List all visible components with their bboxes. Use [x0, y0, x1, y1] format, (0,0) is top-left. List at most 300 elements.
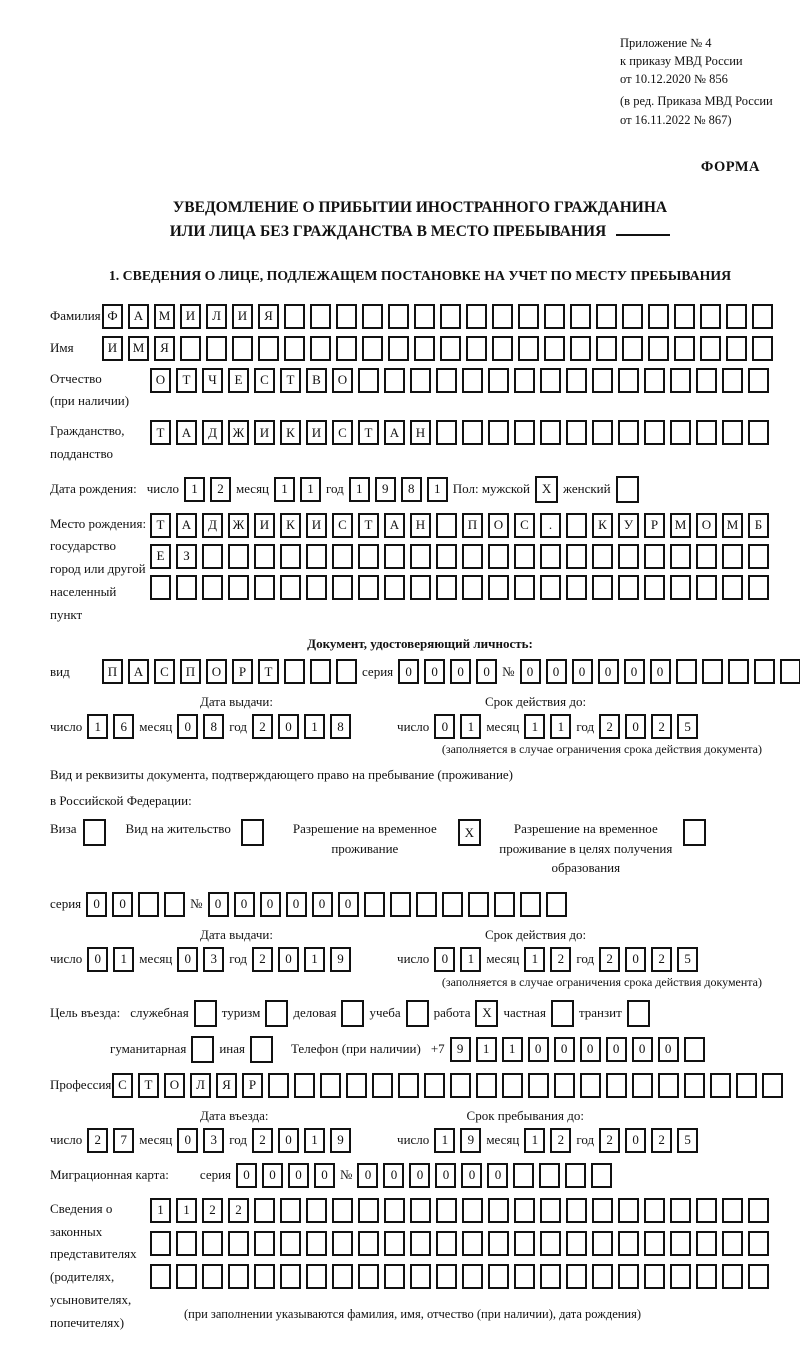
- form-cell[interactable]: [670, 1264, 691, 1289]
- form-cell[interactable]: [202, 1264, 223, 1289]
- form-cell[interactable]: 2: [252, 714, 273, 739]
- form-cell[interactable]: [436, 420, 457, 445]
- form-cell[interactable]: 0: [87, 947, 108, 972]
- form-cell[interactable]: [644, 1198, 665, 1223]
- form-cell[interactable]: [468, 892, 489, 917]
- form-cell[interactable]: [284, 336, 305, 361]
- form-cell[interactable]: Е: [228, 368, 249, 393]
- form-cell[interactable]: [748, 420, 769, 445]
- form-cell[interactable]: Б: [748, 513, 769, 538]
- form-cell[interactable]: 1: [304, 1128, 325, 1153]
- form-cell[interactable]: И: [306, 420, 327, 445]
- form-cell[interactable]: 2: [550, 1128, 571, 1153]
- form-cell[interactable]: 0: [260, 892, 281, 917]
- form-cell[interactable]: Т: [138, 1073, 159, 1098]
- form-cell[interactable]: 0: [546, 659, 567, 684]
- form-cell[interactable]: [280, 1264, 301, 1289]
- form-cell[interactable]: [622, 304, 643, 329]
- form-cell[interactable]: [540, 1198, 561, 1223]
- form-cell[interactable]: 2: [202, 1198, 223, 1223]
- form-cell[interactable]: [622, 336, 643, 361]
- form-cell[interactable]: Д: [202, 420, 223, 445]
- form-cell[interactable]: 5: [677, 1128, 698, 1153]
- form-cell[interactable]: Р: [232, 659, 253, 684]
- form-cell[interactable]: 8: [330, 714, 351, 739]
- form-cell[interactable]: 0: [580, 1037, 601, 1062]
- form-cell[interactable]: [358, 1198, 379, 1223]
- form-cell[interactable]: [466, 304, 487, 329]
- form-cell[interactable]: [254, 1264, 275, 1289]
- form-cell[interactable]: [466, 336, 487, 361]
- form-cell[interactable]: 3: [203, 947, 224, 972]
- form-cell[interactable]: [722, 1231, 743, 1256]
- form-cell[interactable]: [336, 304, 357, 329]
- form-cell[interactable]: [670, 1231, 691, 1256]
- form-cell[interactable]: [206, 336, 227, 361]
- form-cell[interactable]: [384, 544, 405, 569]
- form-cell[interactable]: А: [384, 513, 405, 538]
- form-cell[interactable]: 0: [658, 1037, 679, 1062]
- form-cell[interactable]: 5: [677, 714, 698, 739]
- form-cell[interactable]: Ж: [228, 420, 249, 445]
- form-cell[interactable]: [565, 1163, 586, 1188]
- form-cell[interactable]: [674, 336, 695, 361]
- form-cell[interactable]: 1: [460, 947, 481, 972]
- form-cell[interactable]: 0: [236, 1163, 257, 1188]
- form-cell[interactable]: 1: [176, 1198, 197, 1223]
- form-cell[interactable]: 2: [651, 947, 672, 972]
- form-cell[interactable]: [592, 368, 613, 393]
- form-cell[interactable]: [670, 420, 691, 445]
- form-cell[interactable]: 0: [409, 1163, 430, 1188]
- form-cell[interactable]: [332, 1198, 353, 1223]
- form-cell[interactable]: [384, 1198, 405, 1223]
- form-cell[interactable]: [254, 544, 275, 569]
- form-cell[interactable]: 0: [177, 714, 198, 739]
- form-cell[interactable]: 1: [460, 714, 481, 739]
- form-cell[interactable]: [748, 1198, 769, 1223]
- form-cell[interactable]: [488, 544, 509, 569]
- form-cell[interactable]: 9: [330, 1128, 351, 1153]
- form-cell[interactable]: Т: [280, 368, 301, 393]
- form-cell[interactable]: [442, 892, 463, 917]
- form-cell[interactable]: [726, 336, 747, 361]
- form-cell[interactable]: [450, 1073, 471, 1098]
- form-cell[interactable]: Р: [242, 1073, 263, 1098]
- form-cell[interactable]: Я: [216, 1073, 237, 1098]
- form-cell[interactable]: [284, 659, 305, 684]
- form-cell[interactable]: [754, 659, 775, 684]
- form-cell[interactable]: [752, 336, 773, 361]
- form-cell[interactable]: Т: [358, 420, 379, 445]
- form-cell[interactable]: 0: [606, 1037, 627, 1062]
- form-cell[interactable]: [390, 892, 411, 917]
- form-cell[interactable]: С: [332, 420, 353, 445]
- form-cell[interactable]: [364, 892, 385, 917]
- purpose-work-checkbox[interactable]: X: [475, 1000, 498, 1027]
- form-cell[interactable]: 5: [677, 947, 698, 972]
- form-cell[interactable]: [462, 420, 483, 445]
- form-cell[interactable]: [488, 368, 509, 393]
- form-cell[interactable]: [592, 1198, 613, 1223]
- form-cell[interactable]: С: [254, 368, 275, 393]
- form-cell[interactable]: 0: [572, 659, 593, 684]
- form-cell[interactable]: [336, 659, 357, 684]
- form-cell[interactable]: [566, 513, 587, 538]
- form-cell[interactable]: [696, 368, 717, 393]
- form-cell[interactable]: М: [154, 304, 175, 329]
- form-cell[interactable]: С: [154, 659, 175, 684]
- form-cell[interactable]: П: [102, 659, 123, 684]
- form-cell[interactable]: О: [696, 513, 717, 538]
- form-cell[interactable]: .: [540, 513, 561, 538]
- form-cell[interactable]: [696, 575, 717, 600]
- form-cell[interactable]: [670, 1198, 691, 1223]
- form-cell[interactable]: [410, 1264, 431, 1289]
- form-cell[interactable]: [513, 1163, 534, 1188]
- form-cell[interactable]: [726, 304, 747, 329]
- form-cell[interactable]: 0: [625, 1128, 646, 1153]
- form-cell[interactable]: [414, 336, 435, 361]
- form-cell[interactable]: [294, 1073, 315, 1098]
- form-cell[interactable]: Е: [150, 544, 171, 569]
- form-cell[interactable]: [540, 1264, 561, 1289]
- form-cell[interactable]: 0: [262, 1163, 283, 1188]
- form-cell[interactable]: [644, 1264, 665, 1289]
- form-cell[interactable]: К: [592, 513, 613, 538]
- form-cell[interactable]: О: [164, 1073, 185, 1098]
- form-cell[interactable]: И: [306, 513, 327, 538]
- form-cell[interactable]: [436, 544, 457, 569]
- form-cell[interactable]: [514, 1231, 535, 1256]
- form-cell[interactable]: [722, 575, 743, 600]
- form-cell[interactable]: 0: [624, 659, 645, 684]
- form-cell[interactable]: Т: [150, 420, 171, 445]
- form-cell[interactable]: [618, 420, 639, 445]
- form-cell[interactable]: [346, 1073, 367, 1098]
- form-cell[interactable]: [702, 659, 723, 684]
- form-cell[interactable]: О: [206, 659, 227, 684]
- form-cell[interactable]: П: [462, 513, 483, 538]
- form-cell[interactable]: [410, 1231, 431, 1256]
- form-cell[interactable]: [332, 544, 353, 569]
- form-cell[interactable]: [150, 575, 171, 600]
- form-cell[interactable]: 0: [383, 1163, 404, 1188]
- form-cell[interactable]: Т: [176, 368, 197, 393]
- form-cell[interactable]: [570, 304, 591, 329]
- form-cell[interactable]: [410, 1198, 431, 1223]
- form-cell[interactable]: [514, 544, 535, 569]
- form-cell[interactable]: 0: [528, 1037, 549, 1062]
- form-cell[interactable]: [684, 1073, 705, 1098]
- form-cell[interactable]: [488, 1198, 509, 1223]
- form-cell[interactable]: Н: [410, 420, 431, 445]
- form-cell[interactable]: 2: [87, 1128, 108, 1153]
- purpose-tourism-checkbox[interactable]: [265, 1000, 288, 1027]
- edu-residence-checkbox[interactable]: [683, 819, 706, 846]
- form-cell[interactable]: [644, 1231, 665, 1256]
- form-cell[interactable]: А: [384, 420, 405, 445]
- form-cell[interactable]: 0: [288, 1163, 309, 1188]
- form-cell[interactable]: 2: [550, 947, 571, 972]
- form-cell[interactable]: З: [176, 544, 197, 569]
- form-cell[interactable]: [424, 1073, 445, 1098]
- form-cell[interactable]: [488, 1231, 509, 1256]
- form-cell[interactable]: [488, 575, 509, 600]
- form-cell[interactable]: [310, 659, 331, 684]
- form-cell[interactable]: [618, 1231, 639, 1256]
- form-cell[interactable]: [398, 1073, 419, 1098]
- form-cell[interactable]: [462, 575, 483, 600]
- form-cell[interactable]: [388, 304, 409, 329]
- form-cell[interactable]: 0: [625, 714, 646, 739]
- form-cell[interactable]: [436, 1198, 457, 1223]
- form-cell[interactable]: [462, 1264, 483, 1289]
- form-cell[interactable]: [566, 420, 587, 445]
- form-cell[interactable]: 2: [651, 1128, 672, 1153]
- form-cell[interactable]: О: [150, 368, 171, 393]
- form-cell[interactable]: 0: [434, 714, 455, 739]
- form-cell[interactable]: 2: [599, 947, 620, 972]
- form-cell[interactable]: [591, 1163, 612, 1188]
- form-cell[interactable]: [228, 1264, 249, 1289]
- form-cell[interactable]: 0: [86, 892, 107, 917]
- form-cell[interactable]: 1: [304, 714, 325, 739]
- form-cell[interactable]: [648, 304, 669, 329]
- form-cell[interactable]: Р: [644, 513, 665, 538]
- form-cell[interactable]: [514, 575, 535, 600]
- form-cell[interactable]: 1: [300, 477, 321, 502]
- form-cell[interactable]: [362, 336, 383, 361]
- form-cell[interactable]: [488, 420, 509, 445]
- form-cell[interactable]: [388, 336, 409, 361]
- form-cell[interactable]: [544, 304, 565, 329]
- form-cell[interactable]: [462, 1198, 483, 1223]
- form-cell[interactable]: 0: [650, 659, 671, 684]
- form-cell[interactable]: [618, 1264, 639, 1289]
- form-cell[interactable]: [254, 575, 275, 600]
- form-cell[interactable]: [410, 368, 431, 393]
- form-cell[interactable]: [540, 544, 561, 569]
- form-cell[interactable]: [384, 368, 405, 393]
- form-cell[interactable]: С: [112, 1073, 133, 1098]
- form-cell[interactable]: [202, 544, 223, 569]
- form-cell[interactable]: [722, 1264, 743, 1289]
- form-cell[interactable]: [722, 1198, 743, 1223]
- form-cell[interactable]: [150, 1231, 171, 1256]
- form-cell[interactable]: [748, 1231, 769, 1256]
- form-cell[interactable]: Я: [258, 304, 279, 329]
- purpose-business-checkbox[interactable]: [341, 1000, 364, 1027]
- form-cell[interactable]: [280, 1231, 301, 1256]
- form-cell[interactable]: [566, 1198, 587, 1223]
- form-cell[interactable]: 0: [424, 659, 445, 684]
- form-cell[interactable]: [440, 304, 461, 329]
- form-cell[interactable]: [518, 304, 539, 329]
- form-cell[interactable]: [336, 336, 357, 361]
- form-cell[interactable]: [254, 1231, 275, 1256]
- form-cell[interactable]: [280, 575, 301, 600]
- form-cell[interactable]: 2: [651, 714, 672, 739]
- form-cell[interactable]: [546, 892, 567, 917]
- form-cell[interactable]: П: [180, 659, 201, 684]
- form-cell[interactable]: А: [176, 513, 197, 538]
- form-cell[interactable]: [728, 659, 749, 684]
- form-cell[interactable]: М: [722, 513, 743, 538]
- purpose-private-checkbox[interactable]: [551, 1000, 574, 1027]
- form-cell[interactable]: Ч: [202, 368, 223, 393]
- form-cell[interactable]: [436, 575, 457, 600]
- form-cell[interactable]: [414, 304, 435, 329]
- residence-permit-checkbox[interactable]: [241, 819, 264, 846]
- form-cell[interactable]: 0: [357, 1163, 378, 1188]
- form-cell[interactable]: [306, 1264, 327, 1289]
- form-cell[interactable]: [696, 1198, 717, 1223]
- form-cell[interactable]: 7: [113, 1128, 134, 1153]
- form-cell[interactable]: 2: [228, 1198, 249, 1223]
- form-cell[interactable]: 0: [208, 892, 229, 917]
- form-cell[interactable]: [280, 544, 301, 569]
- form-cell[interactable]: [762, 1073, 783, 1098]
- form-cell[interactable]: [306, 1231, 327, 1256]
- form-cell[interactable]: [644, 420, 665, 445]
- form-cell[interactable]: [488, 1264, 509, 1289]
- form-cell[interactable]: 1: [274, 477, 295, 502]
- form-cell[interactable]: [518, 336, 539, 361]
- form-cell[interactable]: [180, 336, 201, 361]
- form-cell[interactable]: [232, 336, 253, 361]
- form-cell[interactable]: [566, 1231, 587, 1256]
- form-cell[interactable]: 9: [330, 947, 351, 972]
- purpose-humanitarian-checkbox[interactable]: [191, 1036, 214, 1063]
- form-cell[interactable]: [722, 544, 743, 569]
- form-cell[interactable]: 0: [476, 659, 497, 684]
- form-cell[interactable]: [436, 368, 457, 393]
- form-cell[interactable]: [436, 1231, 457, 1256]
- temp-residence-checkbox[interactable]: X: [458, 819, 481, 846]
- form-cell[interactable]: [700, 336, 721, 361]
- form-cell[interactable]: 0: [278, 1128, 299, 1153]
- form-cell[interactable]: [658, 1073, 679, 1098]
- form-cell[interactable]: В: [306, 368, 327, 393]
- form-cell[interactable]: [592, 544, 613, 569]
- form-cell[interactable]: [570, 336, 591, 361]
- form-cell[interactable]: [280, 1198, 301, 1223]
- form-cell[interactable]: Т: [150, 513, 171, 538]
- form-cell[interactable]: [462, 544, 483, 569]
- form-cell[interactable]: [554, 1073, 575, 1098]
- form-cell[interactable]: [752, 304, 773, 329]
- form-cell[interactable]: 0: [625, 947, 646, 972]
- form-cell[interactable]: 0: [398, 659, 419, 684]
- form-cell[interactable]: [436, 513, 457, 538]
- form-cell[interactable]: 0: [554, 1037, 575, 1062]
- form-cell[interactable]: 1: [502, 1037, 523, 1062]
- form-cell[interactable]: [592, 1264, 613, 1289]
- form-cell[interactable]: [440, 336, 461, 361]
- form-cell[interactable]: [306, 575, 327, 600]
- form-cell[interactable]: [748, 575, 769, 600]
- form-cell[interactable]: [748, 368, 769, 393]
- form-cell[interactable]: Д: [202, 513, 223, 538]
- form-cell[interactable]: Т: [258, 659, 279, 684]
- form-cell[interactable]: 1: [304, 947, 325, 972]
- form-cell[interactable]: 9: [460, 1128, 481, 1153]
- form-cell[interactable]: [332, 575, 353, 600]
- form-cell[interactable]: [176, 575, 197, 600]
- form-cell[interactable]: 6: [113, 714, 134, 739]
- form-cell[interactable]: О: [488, 513, 509, 538]
- form-cell[interactable]: 0: [177, 1128, 198, 1153]
- form-cell[interactable]: 1: [349, 477, 370, 502]
- form-cell[interactable]: И: [102, 336, 123, 361]
- form-cell[interactable]: [358, 544, 379, 569]
- form-cell[interactable]: [332, 1231, 353, 1256]
- form-cell[interactable]: [176, 1231, 197, 1256]
- form-cell[interactable]: [310, 304, 331, 329]
- form-cell[interactable]: 0: [338, 892, 359, 917]
- form-cell[interactable]: 0: [520, 659, 541, 684]
- form-cell[interactable]: [492, 336, 513, 361]
- form-cell[interactable]: [566, 1264, 587, 1289]
- form-cell[interactable]: [700, 304, 721, 329]
- form-cell[interactable]: 1: [476, 1037, 497, 1062]
- form-cell[interactable]: [306, 544, 327, 569]
- form-cell[interactable]: [580, 1073, 601, 1098]
- form-cell[interactable]: [596, 304, 617, 329]
- form-cell[interactable]: 2: [210, 477, 231, 502]
- form-cell[interactable]: [138, 892, 159, 917]
- form-cell[interactable]: [320, 1073, 341, 1098]
- form-cell[interactable]: [618, 368, 639, 393]
- form-cell[interactable]: [514, 420, 535, 445]
- form-cell[interactable]: [618, 575, 639, 600]
- form-cell[interactable]: У: [618, 513, 639, 538]
- form-cell[interactable]: [644, 368, 665, 393]
- form-cell[interactable]: 8: [401, 477, 422, 502]
- purpose-official-checkbox[interactable]: [194, 1000, 217, 1027]
- form-cell[interactable]: [644, 575, 665, 600]
- form-cell[interactable]: 9: [450, 1037, 471, 1062]
- form-cell[interactable]: 0: [234, 892, 255, 917]
- form-cell[interactable]: [150, 1264, 171, 1289]
- form-cell[interactable]: [566, 368, 587, 393]
- form-cell[interactable]: [696, 420, 717, 445]
- form-cell[interactable]: [202, 575, 223, 600]
- form-cell[interactable]: [566, 575, 587, 600]
- form-cell[interactable]: 0: [314, 1163, 335, 1188]
- form-cell[interactable]: [520, 892, 541, 917]
- purpose-study-checkbox[interactable]: [406, 1000, 429, 1027]
- form-cell[interactable]: [514, 1198, 535, 1223]
- form-cell[interactable]: И: [180, 304, 201, 329]
- form-cell[interactable]: [648, 336, 669, 361]
- form-cell[interactable]: А: [176, 420, 197, 445]
- form-cell[interactable]: [228, 575, 249, 600]
- form-cell[interactable]: [494, 892, 515, 917]
- form-cell[interactable]: 0: [434, 947, 455, 972]
- form-cell[interactable]: [592, 575, 613, 600]
- form-cell[interactable]: [722, 420, 743, 445]
- visa-checkbox[interactable]: [83, 819, 106, 846]
- form-cell[interactable]: [528, 1073, 549, 1098]
- form-cell[interactable]: 1: [524, 947, 545, 972]
- form-cell[interactable]: [540, 420, 561, 445]
- form-cell[interactable]: [384, 1264, 405, 1289]
- form-cell[interactable]: [492, 304, 513, 329]
- form-cell[interactable]: [462, 1231, 483, 1256]
- form-cell[interactable]: [632, 1073, 653, 1098]
